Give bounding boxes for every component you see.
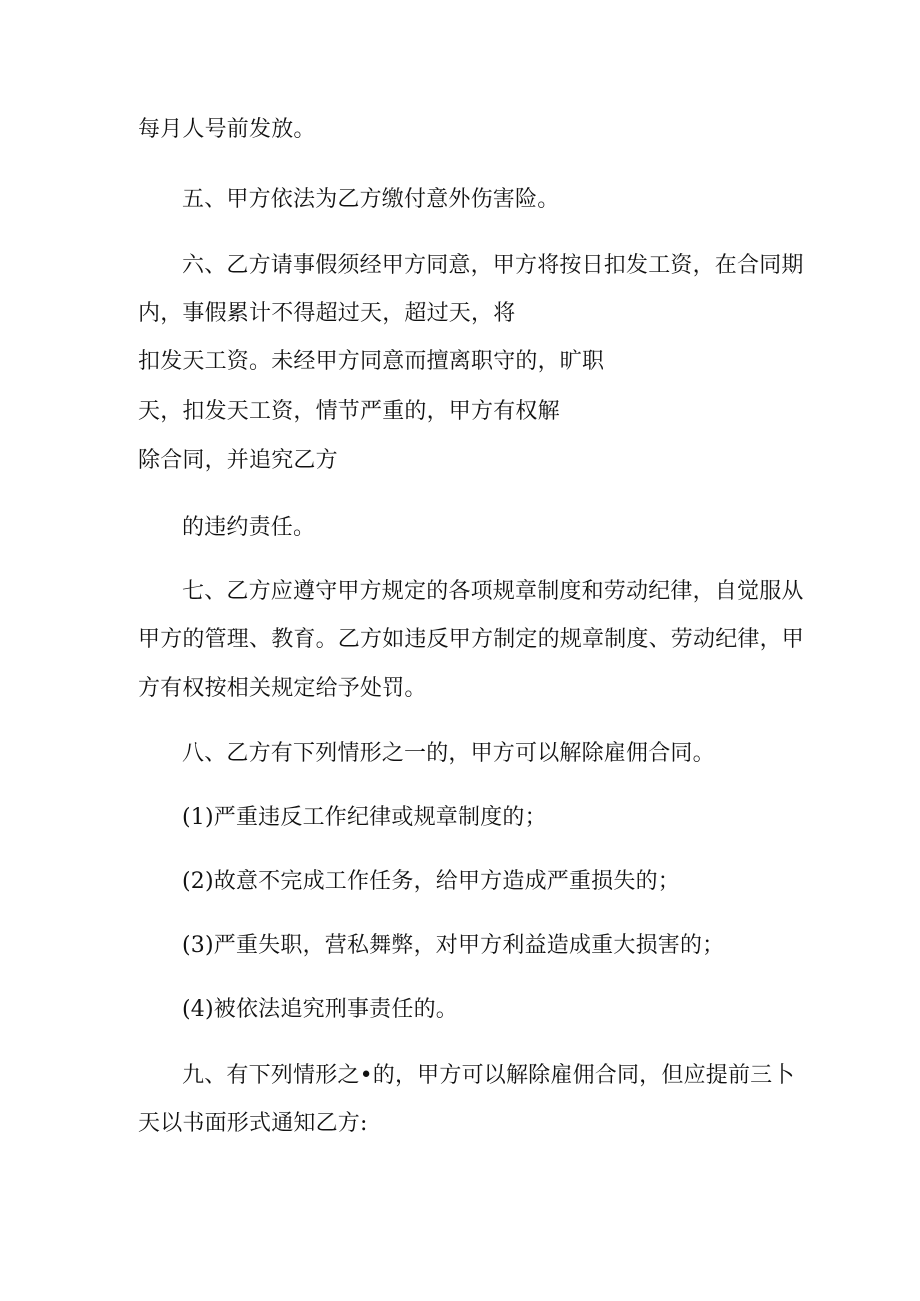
clause-8-item-4: (4)被依法追究刑事责任的。: [182, 997, 458, 1022]
text-line: 的违约责任。: [182, 515, 316, 540]
text-line: 每月人号前发放。: [138, 117, 316, 142]
clause-8: 八、乙方有下列情形之一的，甲方可以解除雇佣合同。: [182, 741, 715, 766]
clause-5: 五、甲方依法为乙方缴付意外伤害险。: [182, 187, 560, 212]
text-line: 方有权按相关规定给予处罚。: [138, 676, 427, 701]
text-line: 天，扣发天工资，情节严重的，甲方有权解: [138, 399, 560, 424]
clause-6: 六、乙方请事假须经甲方同意，甲方将按日扣发工资，在合同期: [182, 253, 804, 278]
text-line: 内，事假累计不得超过天，超过天，将: [138, 301, 516, 326]
clause-8-item-2: (2)故意不完成工作任务，给甲方造成严重损失的；: [182, 869, 680, 894]
clause-7: 七、乙方应遵守甲方规定的各项规章制度和劳动纪律，自觉服从: [182, 579, 804, 604]
clause-8-item-1: (1)严重违反工作纪律或规章制度的；: [182, 805, 547, 830]
text-line: 甲方的管理、教育。乙方如违反甲方制定的规章制度、劳动纪律，甲: [138, 627, 805, 652]
clause-9: 九、有下列情形之•的，甲方可以解除雇佣合同，但应提前三卜: [182, 1063, 795, 1088]
text-line: 扣发天工资。未经甲方同意而擅离职守的，旷职: [138, 349, 605, 374]
clause-8-item-3: (3)严重失职，营私舞弊，对甲方利益造成重大损害的；: [182, 933, 725, 958]
text-line: 除合同，并追究乙方: [138, 448, 338, 473]
text-line: 天以书面形式通知乙方:: [138, 1111, 368, 1136]
